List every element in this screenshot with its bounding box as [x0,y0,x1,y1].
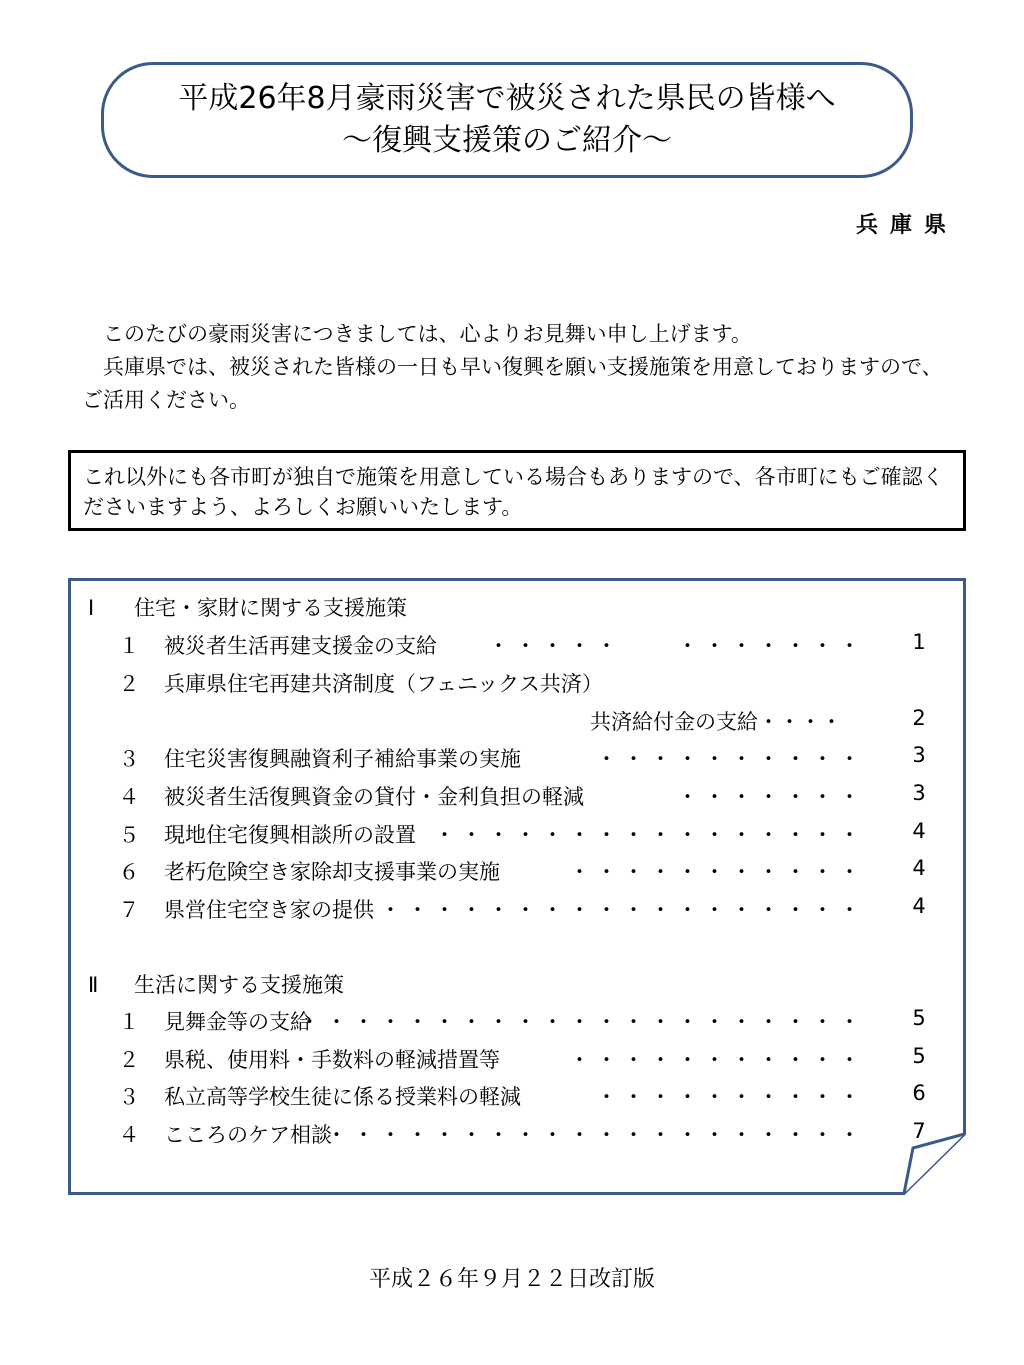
leader-dots: ・・・・・・・ [677,785,866,809]
list-item [114,668,934,698]
toc-text: Ⅱ [88,973,99,997]
leader-dots: ・・・・・・・・・・ [596,747,866,771]
list-item [114,856,934,886]
page-subtitle: ～復興支援策のご紹介～ [342,123,672,158]
list-item [114,1006,934,1036]
item-title: 被災者生活復興資金の貸付・金利負担の軽減 [164,785,584,809]
title-box [101,62,913,178]
item-title: 私立高等学校生徒に係る授業料の軽減 [164,1085,521,1109]
item-number: ５ [118,823,140,847]
list-item [114,743,934,773]
item-number: ３ [118,1085,140,1109]
leader-dots: ・・・・・・・・・・・・・・・・ [434,823,866,847]
section-heading-1 [88,592,407,622]
item-number: ４ [118,1123,140,1147]
item-title: 住宅災害復興融資利子補給事業の実施 [164,747,521,771]
list-item [114,1081,934,1111]
page-number: 5 [912,1044,926,1068]
list-item [114,1119,934,1149]
item-number: １ [118,1010,140,1034]
list-item [114,630,934,660]
leader-dots: ・・・・・・・・・・ [596,1085,866,1109]
page-number: 3 [912,743,926,767]
page-number: 4 [912,819,926,843]
leader-dots: ・・・・・・・・・・・・・・・・・・ [380,898,866,922]
page-number: 2 [912,706,926,730]
list-item [114,819,934,849]
item-title: 現地住宅復興相談所の設置 [164,823,416,847]
item-title: 見舞金等の支給 [164,1010,311,1034]
page-number: 6 [912,1081,926,1105]
notice-box: これ以外にも各市町が独自で施策を用意している場合もありますので、各市町にもご確認くださいますよう、よろしくお願いいたします。 [68,450,966,531]
table-of-contents [68,578,966,1195]
leader-dots: ・・・・・・・・・・・ [569,1048,866,1072]
leader-dots: ・・・・・・・・・・・ [569,860,866,884]
toc-text: 住宅・家財に関する支援施策 [134,596,407,620]
item-title: 被災者生活再建支援金の支給 [164,634,437,658]
page-number: 1 [912,630,926,654]
item-title: 老朽危険空き家除却支援事業の実施 [164,860,500,884]
intro-text [82,318,952,417]
item-number: ６ [118,860,140,884]
leader-dots: ・・・・・ ・・・・・・・ [488,634,866,658]
item-title: こころのケア相談 [164,1123,332,1147]
item-number: １ [118,634,140,658]
item-number: ２ [118,1048,140,1072]
page-number: 4 [912,856,926,880]
item-title: 兵庫県住宅再建共済制度（フェニックス共済） [164,672,603,696]
list-item [114,706,934,736]
list-item [114,1044,934,1074]
toc-text: 生活に関する支援施策 [134,973,344,997]
page-title: 平成26年8月豪雨災害で被災された県民の皆様へ [178,81,836,116]
page-number: 3 [912,781,926,805]
page-number: 7 [912,1119,926,1143]
section-heading-2 [88,969,344,999]
page-number: 4 [912,894,926,918]
intro-paragraph-1: このたびの豪雨災害につきましては、心よりお見舞い申し上げます。 [103,322,752,346]
list-item [114,894,934,924]
leader-dots: ・・・・・・・・・・・・・・・・・・・・ [326,1123,866,1147]
toc-text: Ⅰ [88,596,95,620]
item-title: 共済給付金の支給・・・・ [590,710,842,734]
leader-dots: ・・・・・・・・・・・・・・・・・・・・・ [299,1010,866,1034]
revision-date: 平成２６年９月２２日改訂版 [368,1267,655,1292]
item-title: 県税、使用料・手数料の軽減措置等 [164,1048,500,1072]
item-number: ３ [118,747,140,771]
issuer: 兵庫県 [855,213,958,238]
item-number: ２ [118,672,140,696]
page-number: 5 [912,1006,926,1030]
item-number: ７ [118,898,140,922]
item-number: ４ [118,785,140,809]
item-title: 県営住宅空き家の提供 [164,898,374,922]
intro-paragraph-2: 兵庫県では、被災された皆様の一日も早い復興を願い支援施策を用意しておりますので、ご活用ください。 [82,355,943,412]
list-item [114,781,934,811]
